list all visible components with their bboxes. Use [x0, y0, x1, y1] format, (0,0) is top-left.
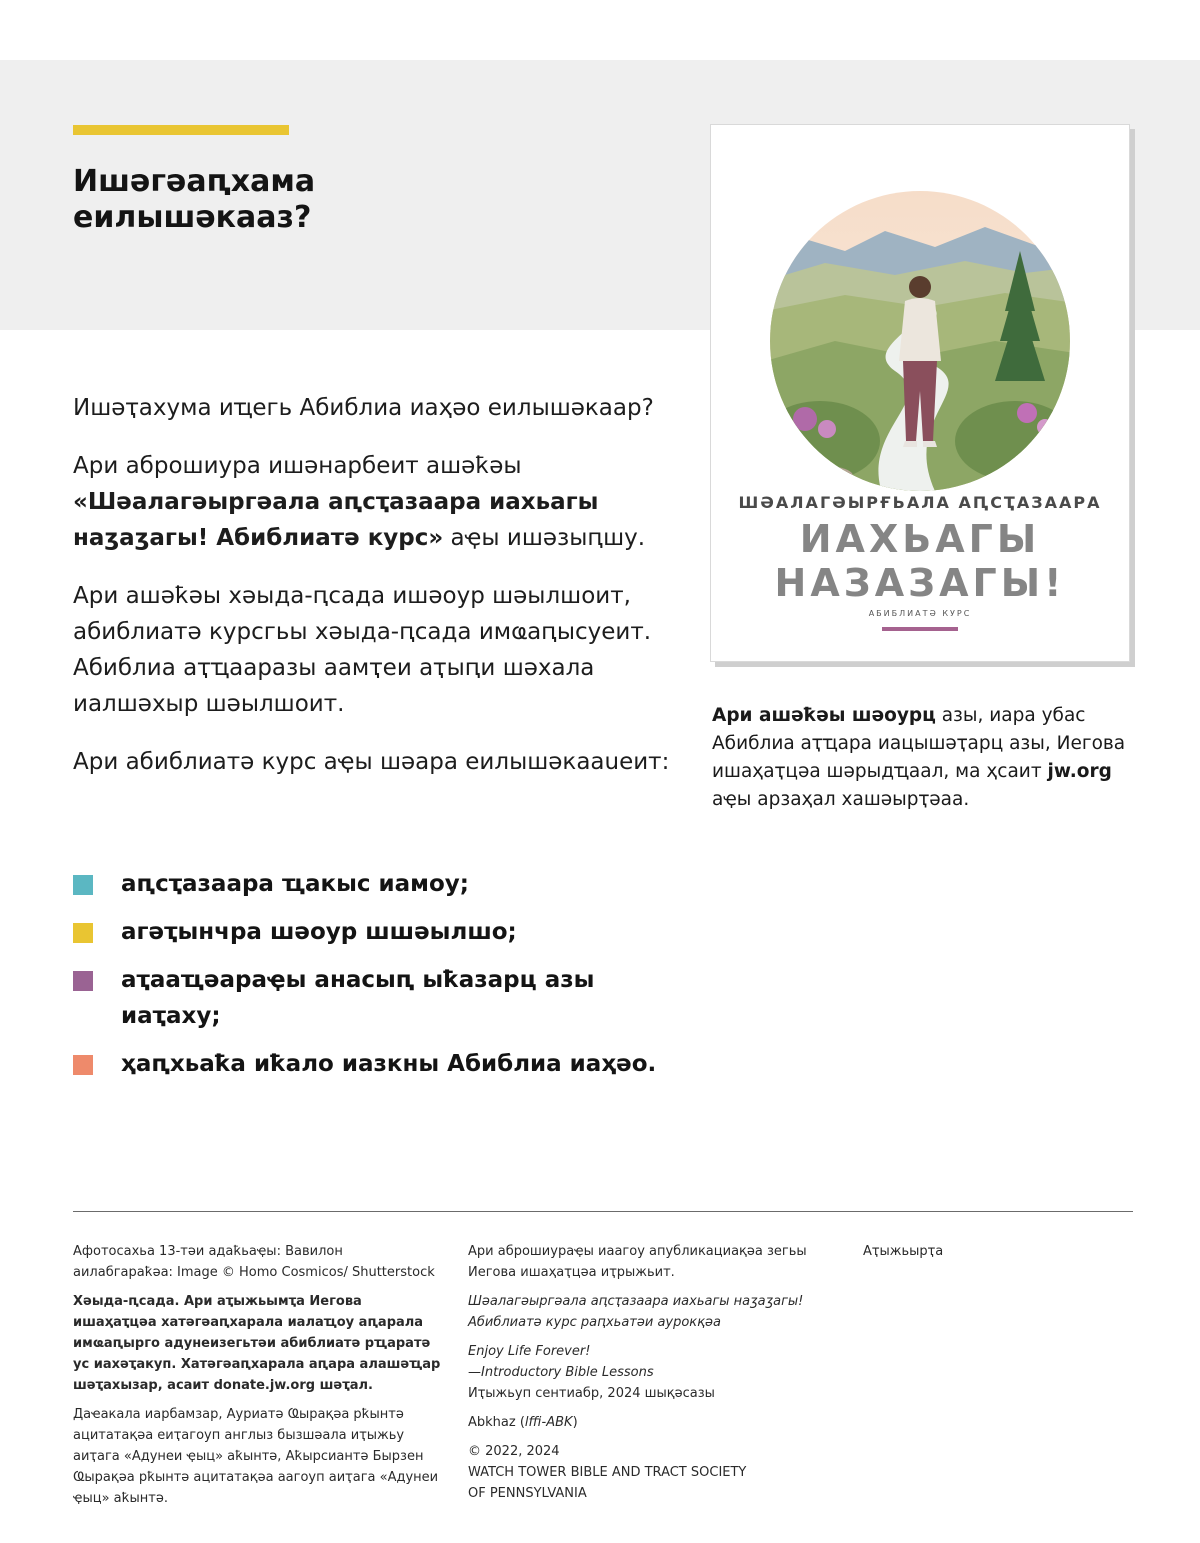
photo-credit: Афотосахьа 13-тәи адаҟьаҿы: Вавилон аилабгараҟәа: Image © Homo Cosmicos/ Shutterstock — [73, 1244, 435, 1280]
cover-title — [711, 517, 1129, 605]
book-title: «Шәалагәыргәала аԥсҭазаара иахьагы наӡаӡагы! Абиблиатә курс» — [73, 489, 599, 551]
language-name: Abkhaz ( — [468, 1415, 525, 1430]
request-note — [712, 702, 1152, 814]
copyright-holder-1: WATCH TOWER BIBLE AND TRACT SOCIETY — [468, 1465, 747, 1480]
copyright-years: © 2022, 2024 — [468, 1444, 560, 1459]
list-item — [73, 1046, 673, 1082]
brochure-paragraph-tail: аҿы ишәзыԥшу. — [443, 525, 646, 551]
language-close: ) — [572, 1415, 578, 1430]
list-item-text: аҭааҵәараҿы анасыԥ ыҟазарц азы иаҭаху; — [121, 967, 595, 1029]
brochure-paragraph-lead: Ари аброшиура ишәнарбеит ашәҟәы — [73, 453, 522, 479]
list-item-text: ҳаԥхьаҟа иҟало иазкны Абиблиа иаҳәо. — [121, 1051, 657, 1077]
list-item-text: аԥсҭазаара ҵакыс иамоу; — [121, 871, 469, 897]
list-item — [73, 866, 673, 902]
list-item — [73, 914, 673, 950]
cover-title-line-1: ИАХЬАГЫ — [799, 517, 1041, 561]
intro-paragraph: Ишәҭахума иҵегь Абиблиа иаҳәо еилышәкаар? — [73, 395, 654, 421]
cover-subtitle: ШӘАЛАГӘЫРҒЬАЛА АԤСҬАЗААРА — [738, 493, 1102, 512]
cover-accent-line — [882, 627, 958, 631]
cover-title-line-2: НАЗАЗАГЫ! — [774, 561, 1066, 605]
english-title — [468, 1341, 828, 1404]
page-title-line-2: еилышәкааз? — [73, 200, 312, 235]
list-item-text: агәҭынчра шәоур шшәылшо; — [121, 919, 517, 945]
book-cover — [710, 124, 1130, 662]
copyright-holder-2: OF PENNSYLVANIA — [468, 1486, 587, 1501]
cover-tagline: АБИБЛИАТӘ КУРС — [868, 609, 972, 618]
free-course-paragraph: Ари ашәҟәы хәыда-ԥсада ишәоур шәылшоит, абиблиатә курсгьы хәыда-ԥсада имҩаԥысуеит. Абиблиа аҭҵааразы аамҭеи аҭыԥи шәхала иалшәхыр шәылшоит. — [73, 583, 652, 717]
request-note-text: азы, иара убас Абиблиа аҭҵара иацышәҭарц азы, Иегова ишаҳаҭцәа шәрыдҵаал, ма ҳсаит — [712, 705, 1126, 782]
list-item — [73, 962, 673, 1034]
footer-column-publication — [468, 1241, 828, 1512]
language-symbol: lffi-ABK — [524, 1415, 573, 1430]
body-text — [73, 390, 673, 802]
bullet-square-icon — [73, 875, 93, 895]
page-title — [73, 164, 633, 236]
translation-note: Даҽакала иарбамзар, Ауриатә Ҩырақәа рҟынтә ацитатақәа еиҭагоуп англыз бызшәала иҭыжьу аиҭага «Адунеи ҿыц» аҟынтә, Аҟырсиантә Бырзен Ҩырақәа рҟынтә ацитатақәа аагоуп аиҭага «Адунеи ҿыц» аҟынтә. — [73, 1407, 439, 1506]
learning-points-list — [73, 866, 673, 1094]
bullet-square-icon — [73, 1055, 93, 1075]
publisher-label: Аҭыжьырҭа — [863, 1244, 944, 1259]
bullet-square-icon — [73, 923, 93, 943]
english-title-line-2: —Introductory Bible Lessons — [468, 1365, 654, 1380]
english-title-line-1: Enjoy Life Forever! — [468, 1344, 591, 1359]
jw-org-link[interactable]: jw.org — [1047, 761, 1112, 782]
edition-date: Иҭыжьуп сентиабр, 2024 шықәсазы — [468, 1386, 715, 1401]
footer-divider — [73, 1211, 1133, 1212]
brochure-paragraph — [73, 448, 673, 556]
copyright — [468, 1441, 828, 1504]
footer-column-publisher — [863, 1241, 1123, 1270]
source-publication: Шәалагәыргәала аԥсҭазаара иахьагы наӡаӡагы! Абиблиатә курс раԥхьатәи аурокқәа — [468, 1294, 804, 1330]
course-learn-paragraph: Ари абиблиатә курс аҿы шәара еилышәкааueит: — [73, 749, 670, 775]
footer-column-credits — [73, 1241, 443, 1517]
page-title-line-1: Ишәгәаԥхама — [73, 164, 316, 199]
publisher-note: Ари аброшиураҿы иаагоу апубликациақәа зегьы Иегова ишаҳаҭцәа иҭрыжьит. — [468, 1244, 807, 1280]
landscape-illustration-icon — [765, 191, 1075, 501]
language-code — [468, 1412, 828, 1433]
request-note-end: аҿы арзаҳал хашәырҭәаа. — [712, 789, 970, 810]
request-note-lead: Ари ашәҟәы шәоурц — [712, 705, 936, 726]
bullet-square-icon — [73, 971, 93, 991]
donation-notice: Хәыда-ԥсада. Ари аҭыжьымҭа Иегова ишаҳаҭцәа хатәгәаԥхарала иалаҵоу аԥарала имҩаԥырго адунеизегьтәи абиблиатә рҵаратә ус иахәҭакуп. Хатәгәаԥхарала аԥара алашәҵар шәҭахызар, асаит donate.jw.org шәҭал. — [73, 1294, 441, 1393]
accent-bar — [73, 125, 289, 135]
